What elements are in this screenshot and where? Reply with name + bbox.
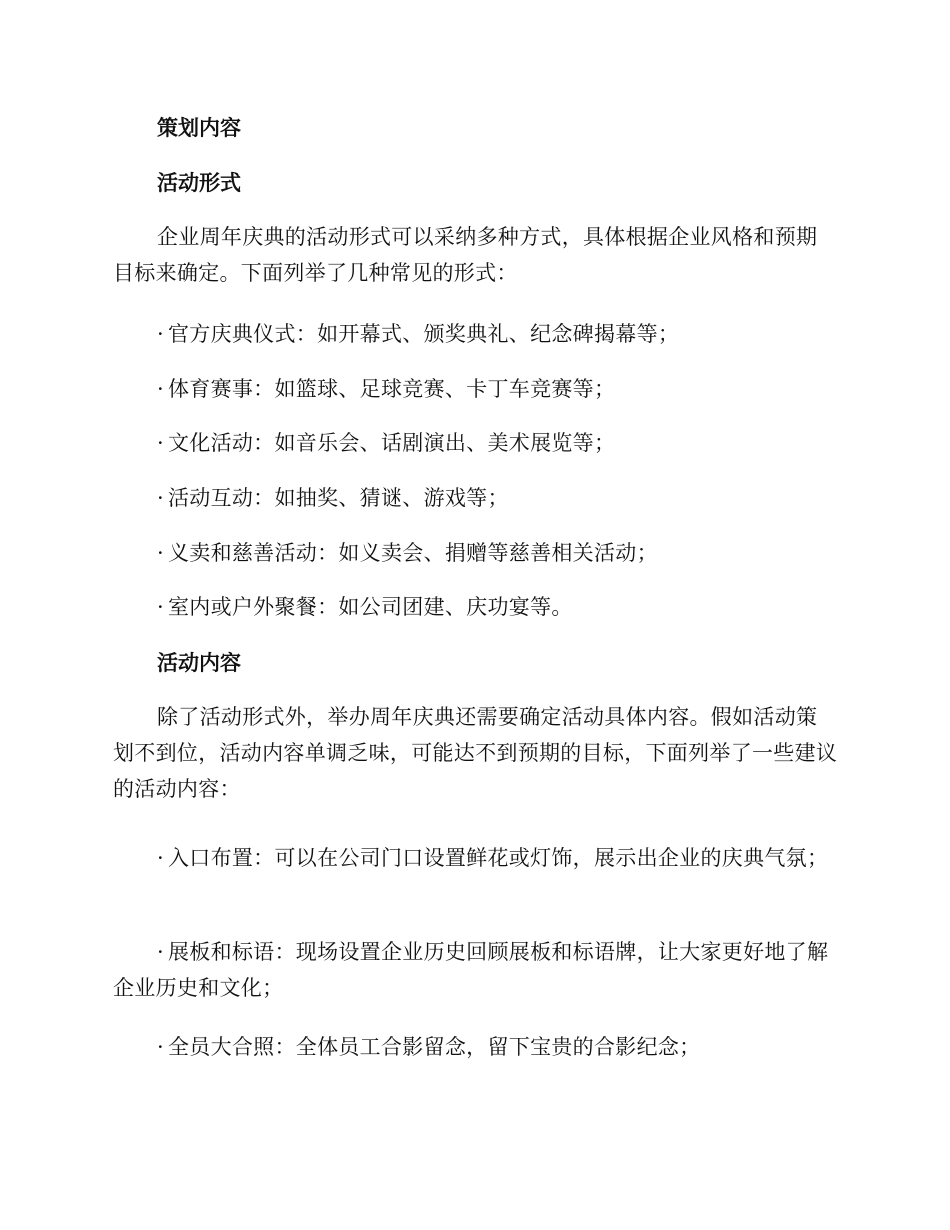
section-title: 策划内容: [157, 116, 241, 140]
subsection-title-form: 活动形式: [157, 171, 241, 195]
list-item: [113, 425, 838, 461]
bullet-icon: ·: [157, 377, 164, 401]
list-item: [113, 371, 838, 407]
bullet-icon: ·: [157, 431, 164, 455]
list-item-text: 入口布置：可以在公司门口设置鲜花或灯饰，展示出企业的庆典气氛；: [167, 846, 829, 870]
list-item-text: 义卖和慈善活动：如义卖会、捐赠等慈善相关活动；: [167, 541, 658, 565]
list-item: [113, 1029, 838, 1065]
list-item-text: 展板和标语：现场设置企业历史回顾展板和标语牌，让大家更好地了解企业历史和文化；: [113, 940, 829, 1000]
list-item-text: 活动互动：如抽奖、猜谜、游戏等；: [167, 486, 509, 510]
bullet-icon: ·: [157, 322, 164, 346]
bullet-icon: ·: [157, 846, 164, 870]
content-intro-paragraph: 除了活动形式外，举办周年庆典还需要确定活动具体内容。假如活动策划不到位，活动内容单调乏味，可能达不到预期的目标，下面列举了一些建议的活动内容：: [113, 705, 838, 801]
bullet-icon: ·: [157, 940, 164, 964]
list-item-text: 全员大合照：全体员工合影留念，留下宝贵的合影纪念；: [167, 1035, 701, 1059]
list-item: [113, 589, 838, 625]
list-item-text: 文化活动：如音乐会、话剧演出、美术展览等；: [167, 431, 616, 455]
list-item: [113, 535, 838, 571]
list-item-text: 官方庆典仪式：如开幕式、颁奖典礼、纪念碑揭幕等；: [167, 322, 680, 346]
list-item: [113, 934, 838, 1006]
bullet-icon: ·: [157, 541, 164, 565]
list-item: [113, 840, 838, 876]
list-item: [113, 480, 838, 516]
subsection-title-content: 活动内容: [157, 651, 241, 675]
bullet-icon: ·: [157, 595, 164, 619]
bullet-icon: ·: [157, 486, 164, 510]
list-item-text: 室内或户外聚餐：如公司团建、庆功宴等。: [167, 595, 573, 619]
list-item: [113, 316, 838, 352]
bullet-icon: ·: [157, 1035, 164, 1059]
form-intro-paragraph: 企业周年庆典的活动形式可以采纳多种方式，具体根据企业风格和预期目标来确定。下面列举了几种常见的形式：: [113, 225, 818, 285]
list-item-text: 体育赛事：如篮球、足球竞赛、卡丁车竞赛等；: [167, 377, 616, 401]
